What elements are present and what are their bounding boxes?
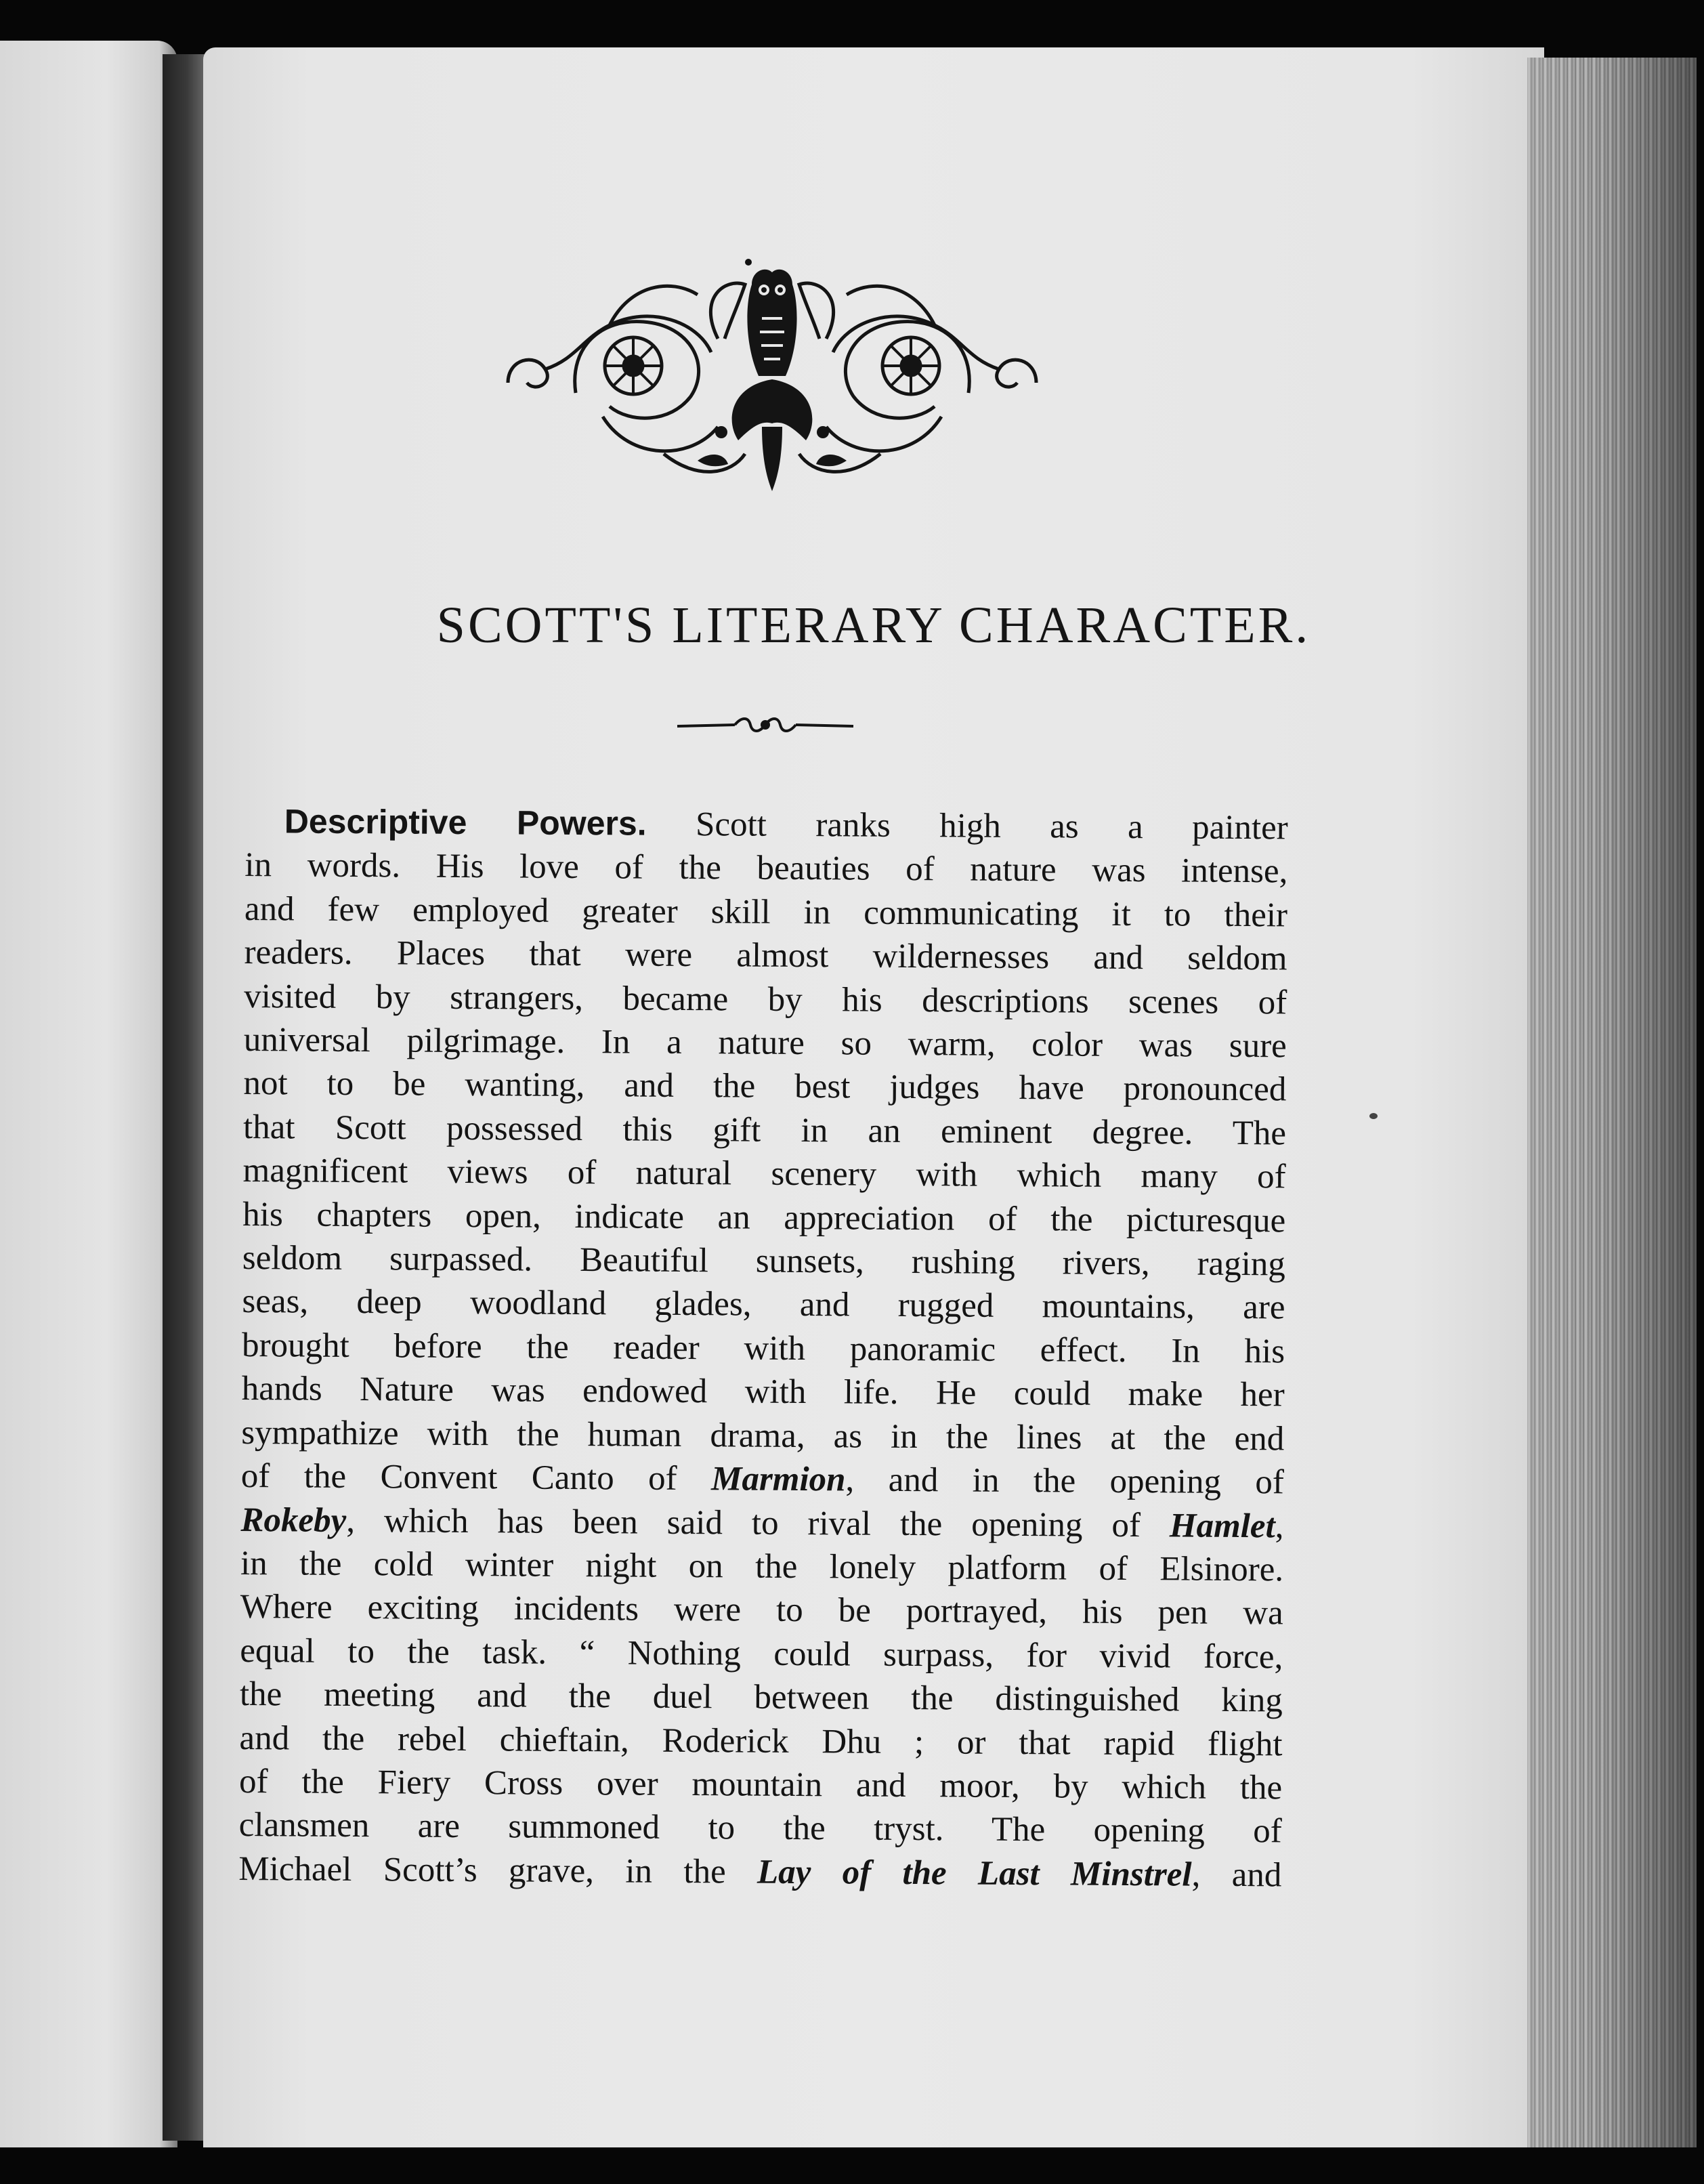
text-line [244, 1018, 1287, 1068]
text-line [242, 1149, 1285, 1199]
text-line [244, 887, 1287, 938]
text-segment: hands Nature was endowed with life. He could make her [241, 1370, 1285, 1414]
page-title: SCOTT'S LITERARY CHARACTER. [436, 597, 1311, 654]
text-segment: and few employed greater skill in communicating it to their [244, 889, 1288, 935]
italic-title: Hamlet [1169, 1506, 1275, 1545]
text-segment: seas, deep woodland glades, and rugged mountains, are [242, 1282, 1285, 1327]
text-line [242, 1324, 1285, 1374]
text-line [244, 931, 1287, 981]
text-segment: readers. Places that were almost wildernesses and seldom [244, 933, 1287, 978]
text-line [242, 1280, 1285, 1330]
text-segment: universal pilgrimage. In a nature so warm, color was sure [243, 1021, 1287, 1066]
text-line [243, 1062, 1286, 1112]
body-paragraph [238, 799, 1288, 1897]
scroll-rule-divider-icon [670, 711, 860, 738]
text-segment: Michael Scott’s grave, in the [238, 1849, 758, 1891]
text-segment: of the Convent Canto of [240, 1457, 712, 1498]
text-segment: that Scott possessed this gift in an eminent degree. The [242, 1108, 1287, 1153]
text-line [244, 975, 1287, 1025]
page-edges-shade [1527, 58, 1697, 2147]
text-segment: magnificent views of natural scenery with which many of [242, 1152, 1286, 1196]
text-line [245, 799, 1288, 850]
text-line [240, 1585, 1283, 1635]
text-line [239, 1760, 1282, 1810]
text-segment: not to be wanting, and the best judges have pronounced [243, 1064, 1287, 1109]
ink-smudge [1369, 1113, 1378, 1119]
text-segment: his chapters open, indicate an appreciation of the picturesque [242, 1195, 1286, 1240]
italic-title: Lay of the Last Minstrel [757, 1853, 1192, 1894]
text-line [241, 1454, 1284, 1505]
text-line [238, 1847, 1281, 1897]
text-segment: , which has been said to rival the opening of [346, 1501, 1170, 1545]
section-heading: Descriptive Powers. [284, 802, 647, 843]
text-segment: sympathize with the human drama, as in the lines at the end [241, 1413, 1285, 1458]
text-segment: , and in the opening of [845, 1461, 1285, 1502]
text-line [242, 1236, 1285, 1286]
text-segment: Where exciting incidents were to be portrayed, his pen wa [240, 1588, 1283, 1633]
text-line [241, 1367, 1284, 1417]
italic-title: Marmion [710, 1460, 846, 1499]
text-line [239, 1717, 1282, 1767]
text-line [242, 1193, 1285, 1243]
text-segment: equal to the task. “ Nothing could surpass, for vivid force, [240, 1631, 1283, 1677]
text-segment: the meeting and the duel between the distinguished king [239, 1675, 1283, 1720]
text-segment: brought before the reader with panoramic effect. In his [241, 1326, 1285, 1371]
text-segment: and the rebel chieftain, Roderick Dhu ; or that rapid flight [239, 1719, 1283, 1763]
text-segment: of the Fiery Cross over mountain and moor, by which the [238, 1762, 1283, 1807]
text-line [240, 1629, 1283, 1679]
text-segment: Scott ranks high as a painter [695, 805, 1288, 847]
text-line [240, 1673, 1283, 1723]
text-segment: visited by strangers, became by his descriptions scenes of [244, 977, 1287, 1022]
text-line [240, 1542, 1283, 1592]
text-line [241, 1411, 1284, 1461]
text-line [240, 1498, 1283, 1548]
text-line [244, 843, 1287, 894]
text-segment: clansmen are summoned to the tryst. The opening of [238, 1806, 1282, 1851]
text-segment: in words. His love of the beauties of nature was intense, [244, 846, 1288, 891]
left-page-edge [0, 41, 177, 2147]
text-line [239, 1803, 1282, 1853]
text-segment: in the cold winter night on the lonely platform of Elsinore. [240, 1544, 1284, 1589]
text-segment: , and [1191, 1855, 1282, 1895]
text-segment: seldom surpassed. Beautiful sunsets, rushing rivers, raging [242, 1239, 1286, 1284]
text-line [243, 1106, 1286, 1156]
text-segment: , [1275, 1507, 1284, 1545]
italic-title: Rokeby [240, 1500, 347, 1540]
owl-floral-headpiece-icon [494, 257, 1050, 501]
